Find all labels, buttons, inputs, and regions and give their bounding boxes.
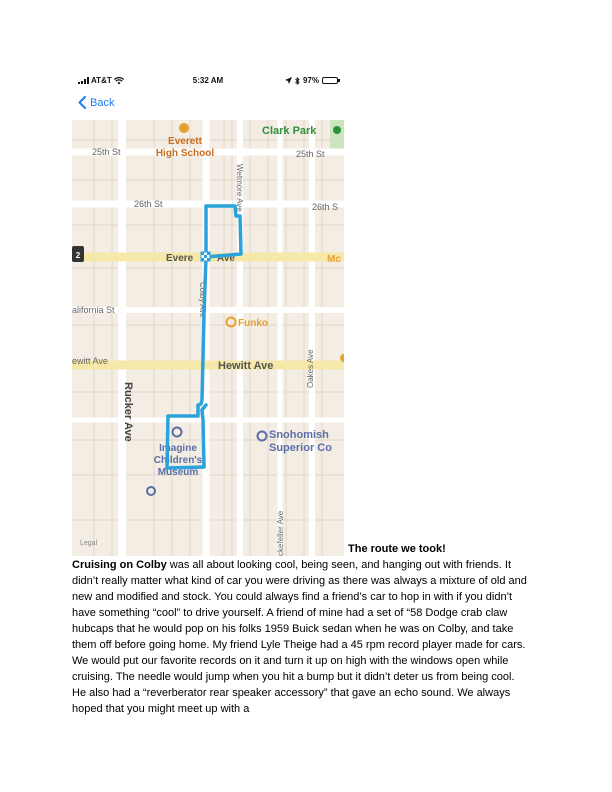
wetmore-ave-label: Wetmore Ave — [235, 164, 244, 212]
school-poi-icon — [179, 123, 189, 133]
colby-ave-label: Colby Ave — [198, 282, 207, 318]
map-canvas — [72, 120, 344, 556]
museum-label-line2: Children's — [153, 455, 203, 466]
superior-court-label: Superior Co — [269, 442, 332, 454]
phone-screenshot — [72, 70, 344, 556]
clark-park-label: Clark Park — [262, 125, 317, 137]
everett-ave-label: Evere — [166, 253, 194, 264]
park-poi-icon — [333, 126, 341, 134]
everett-ave-label-tail: Ave — [217, 253, 235, 264]
nav-bar — [72, 92, 344, 114]
hewitt-ave-left-label: ewitt Ave — [72, 356, 108, 366]
everett-high-label-line2: High School — [155, 148, 215, 159]
article-body: was all about looking cool, being seen, and hanging out with friends. It didn’t really matter what kind of car you were driving as there was always a mixture of old and new and modified and stock. You could always find a friend’s car to hop in with if you didn’t have something “cool” to drive yourself. A friend of mine had a set of “58 Dodge crab claw hubcaps that he would pop on his folks 1959 Buick sedan when he was on Colby, and take them off before going home. My friend Lyle Theige had a 45 rpm record player made for cars. We would put our favorite records on it and turn it up on high with the windows open while cruising. The needle would jump when you hit a bump but it didn’t deter us from being cool. He also had a “reverberator rear speaker accessory” that gave an echo sound. We always hoped that you might meet up with a — [72, 559, 527, 715]
street-25th-left: 25th St — [92, 147, 121, 157]
bluetooth-icon — [295, 77, 300, 85]
everett-ave-right-label: Mc — [327, 254, 341, 265]
article-lead: Cruising on Colby — [72, 559, 167, 571]
article-paragraph — [72, 557, 530, 717]
route-shield-text: 2 — [75, 251, 81, 260]
rucker-ave-label: Rucker Ave — [122, 382, 134, 442]
back-label: Back — [90, 96, 115, 109]
street-25th-right: 25th St — [296, 149, 325, 159]
map-caption: The route we took! — [348, 543, 446, 555]
legal-link[interactable]: Legal — [80, 540, 98, 547]
california-st-label: alifornia St — [72, 305, 115, 315]
clock: 5:32 AM — [192, 76, 224, 85]
everett-high-label-line1: Everett — [168, 136, 202, 147]
museum-label-line3: Museum — [157, 467, 199, 478]
location-arrow-icon — [285, 77, 292, 84]
status-right-group — [285, 76, 338, 85]
battery-icon — [322, 77, 338, 84]
rockefeller-ave-label: ckefeller Ave — [276, 510, 285, 556]
funko-label: Funko — [238, 318, 268, 329]
status-bar — [72, 70, 344, 90]
street-26th-left: 26th St — [134, 199, 163, 209]
snohomish-label: Snohomish — [269, 429, 329, 441]
route-map[interactable] — [72, 120, 344, 556]
street-26th-right: 26th S — [312, 202, 339, 212]
museum-label-line1: Imagine — [159, 443, 197, 454]
back-button[interactable] — [78, 96, 114, 109]
chevron-left-icon — [78, 96, 86, 109]
oakes-ave-label: Oakes Ave — [306, 349, 315, 388]
battery-percent: 97% — [302, 76, 319, 85]
hewitt-ave-label: Hewitt Ave — [218, 360, 274, 372]
carrier-label: AT&T — [91, 76, 112, 85]
